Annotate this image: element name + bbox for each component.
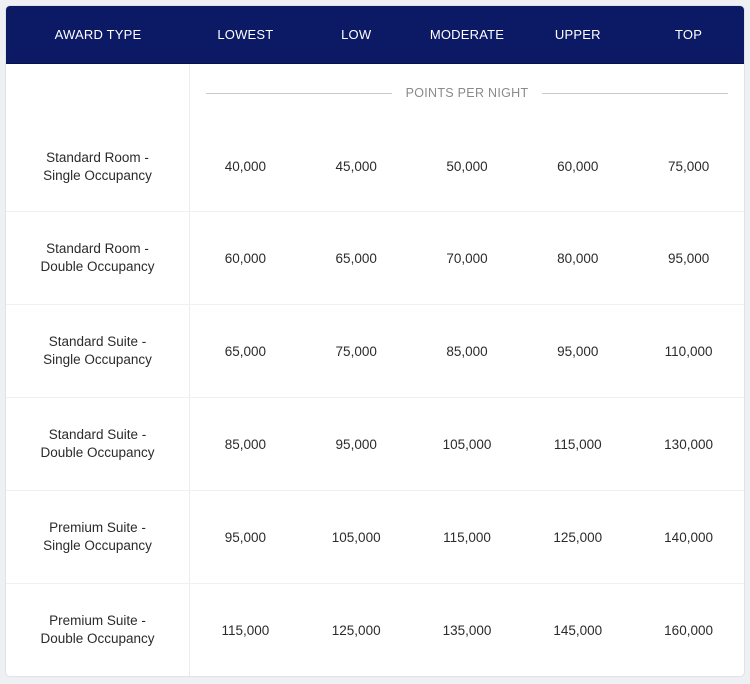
award-type-line2: Double Occupancy	[40, 631, 155, 646]
header-top: TOP	[675, 27, 703, 42]
value-top: 110,000	[664, 343, 713, 359]
header-award-type: AWARD TYPE	[54, 27, 142, 42]
value-lowest: 60,000	[224, 250, 267, 266]
value-upper: 95,000	[557, 343, 599, 359]
table-row	[6, 122, 744, 211]
header-low: LOW	[341, 27, 372, 42]
value-low: 105,000	[331, 529, 381, 545]
subheader-row	[6, 64, 744, 122]
table-row	[6, 583, 744, 676]
table-header	[6, 6, 744, 64]
award-type-cell	[6, 212, 190, 304]
header-moderate: MODERATE	[429, 27, 505, 42]
value-top: 75,000	[667, 159, 710, 174]
value-top: 140,000	[664, 529, 713, 545]
award-type-cell	[6, 398, 190, 490]
value-upper: 125,000	[553, 529, 603, 545]
value-low: 75,000	[335, 343, 377, 359]
award-type-line1: Premium Suite -	[49, 613, 146, 628]
value-upper: 145,000	[553, 622, 603, 638]
value-upper: 80,000	[557, 250, 599, 266]
value-moderate: 115,000	[443, 529, 491, 545]
award-type-line1: Standard Suite -	[48, 427, 147, 442]
value-low: 125,000	[331, 622, 381, 638]
award-type-cell	[6, 305, 190, 397]
value-moderate: 50,000	[446, 159, 488, 174]
value-low: 95,000	[335, 436, 377, 452]
value-lowest: 65,000	[224, 343, 267, 359]
divider-line-left	[206, 93, 392, 94]
value-low: 45,000	[335, 159, 377, 174]
table-row	[6, 490, 744, 583]
table-row	[6, 304, 744, 397]
value-moderate: 135,000	[442, 622, 492, 638]
award-type-line2: Single Occupancy	[43, 538, 152, 553]
table-row	[6, 397, 744, 490]
award-chart-table	[6, 6, 744, 676]
value-lowest: 115,000	[221, 622, 270, 638]
table-row	[6, 211, 744, 304]
value-upper: 60,000	[557, 159, 599, 174]
value-lowest: 85,000	[224, 436, 267, 452]
points-per-night-divider	[190, 64, 744, 122]
value-moderate: 70,000	[446, 250, 488, 266]
award-type-line2: Double Occupancy	[40, 259, 155, 274]
divider-line-right	[542, 93, 728, 94]
subheader-blank-cell	[6, 64, 190, 122]
value-moderate: 105,000	[442, 436, 492, 452]
value-low: 65,000	[335, 250, 377, 266]
points-per-night-label: POINTS PER NIGHT	[405, 86, 529, 100]
award-type-cell	[6, 122, 190, 211]
award-type-line1: Standard Room -	[46, 241, 149, 256]
award-type-line2: Double Occupancy	[40, 445, 155, 460]
header-upper: UPPER	[554, 27, 601, 42]
award-type-line2: Single Occupancy	[43, 352, 152, 367]
value-lowest: 40,000	[224, 159, 267, 174]
award-type-cell	[6, 491, 190, 583]
value-lowest: 95,000	[224, 529, 267, 545]
value-top: 130,000	[664, 436, 713, 452]
value-top: 95,000	[667, 250, 710, 266]
value-moderate: 85,000	[446, 343, 488, 359]
award-type-line2: Single Occupancy	[43, 167, 152, 183]
header-lowest: LOWEST	[217, 27, 274, 42]
award-type-line1: Premium Suite -	[49, 520, 146, 535]
value-top: 160,000	[664, 622, 713, 638]
award-type-cell	[6, 584, 190, 676]
award-type-line1: Standard Room -	[46, 149, 149, 165]
value-upper: 115,000	[553, 436, 602, 452]
award-type-line1: Standard Suite -	[48, 334, 147, 349]
